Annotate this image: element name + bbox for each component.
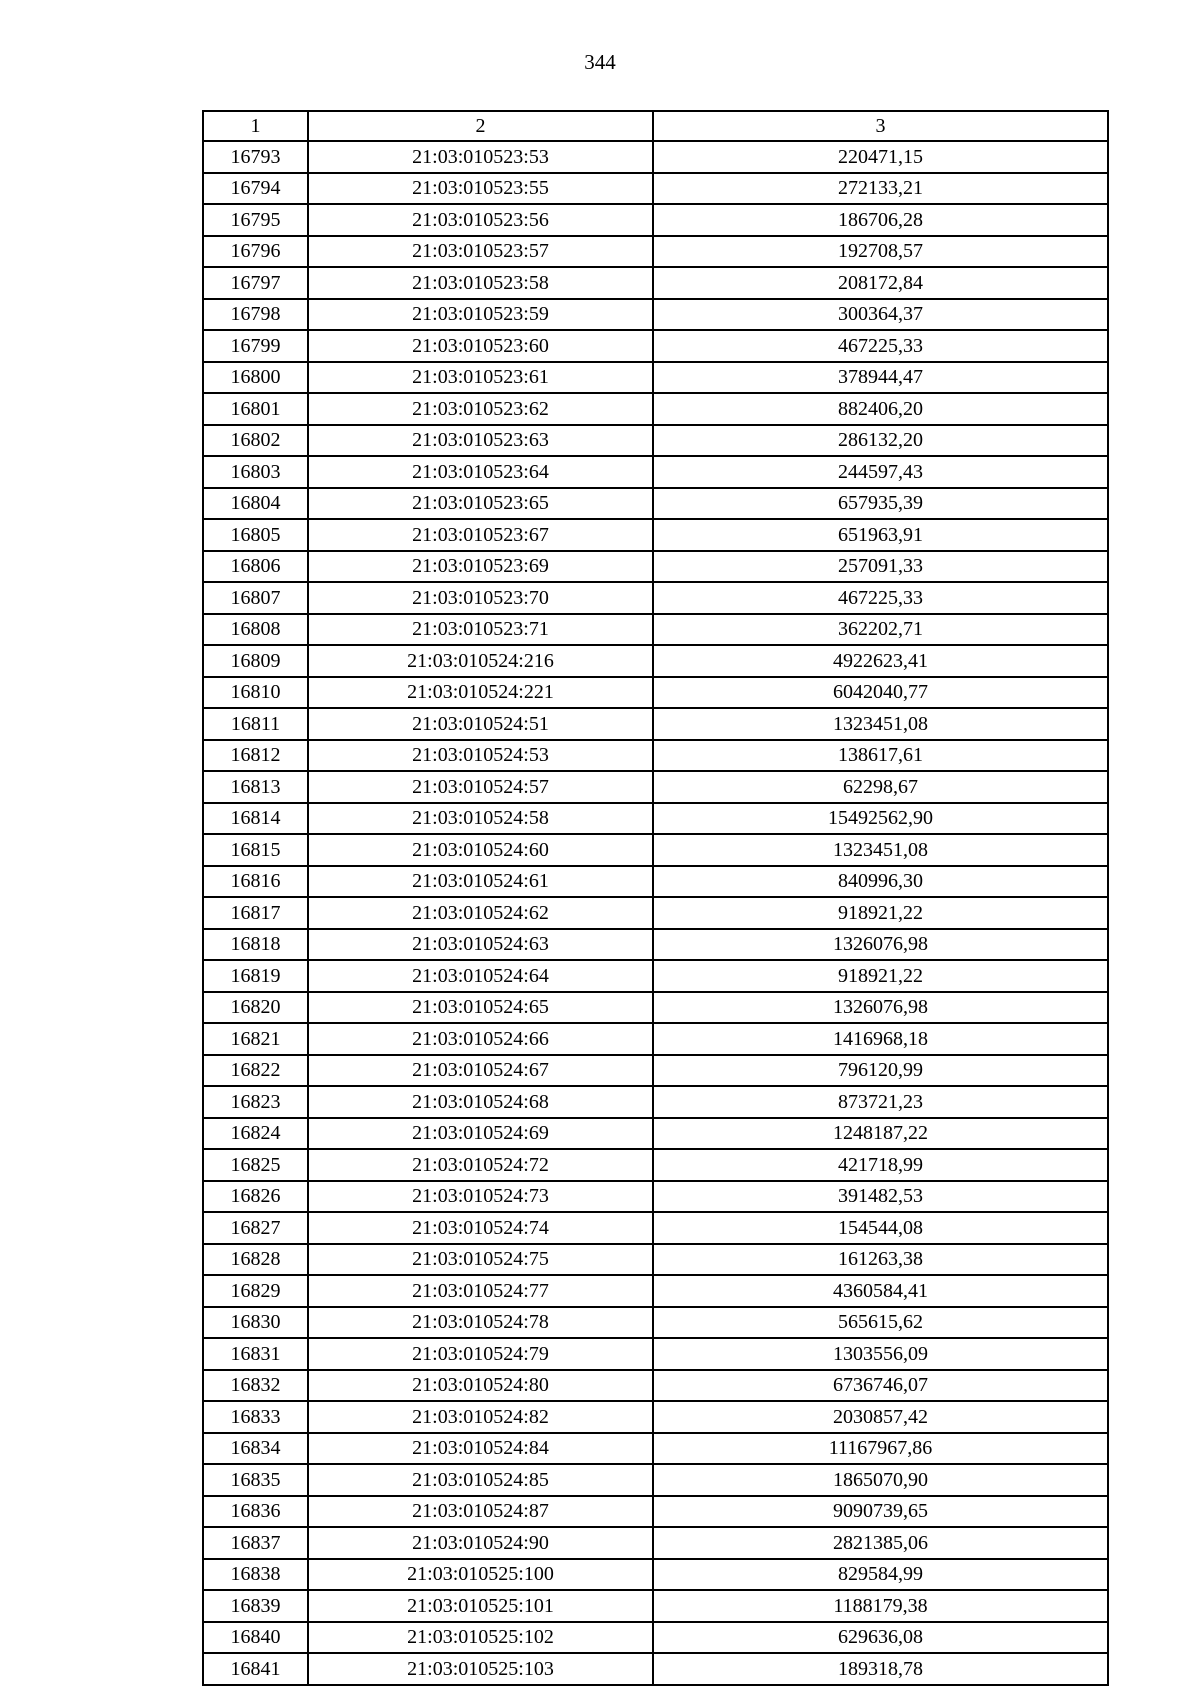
value-cell: 138617,61 <box>653 740 1108 772</box>
value-cell: 9090739,65 <box>653 1496 1108 1528</box>
cadastral-number-cell: 21:03:010525:103 <box>308 1653 653 1685</box>
row-number-cell: 16814 <box>203 803 308 835</box>
table-row <box>203 1622 1108 1654</box>
table-row <box>203 551 1108 583</box>
value-cell: 220471,15 <box>653 141 1108 173</box>
row-number-cell: 16797 <box>203 267 308 299</box>
value-cell: 796120,99 <box>653 1055 1108 1087</box>
cadastral-number-cell: 21:03:010524:82 <box>308 1401 653 1433</box>
value-cell: 2030857,42 <box>653 1401 1108 1433</box>
row-number-cell: 16820 <box>203 992 308 1024</box>
value-cell: 4922623,41 <box>653 645 1108 677</box>
cadastral-number-cell: 21:03:010523:60 <box>308 330 653 362</box>
cadastral-number-cell: 21:03:010525:101 <box>308 1590 653 1622</box>
row-number-cell: 16809 <box>203 645 308 677</box>
value-cell: 467225,33 <box>653 330 1108 362</box>
cadastral-number-cell: 21:03:010524:57 <box>308 771 653 803</box>
table-header <box>203 111 1108 141</box>
row-number-cell: 16840 <box>203 1622 308 1654</box>
value-cell: 189318,78 <box>653 1653 1108 1685</box>
row-number-cell: 16796 <box>203 236 308 268</box>
row-number-cell: 16810 <box>203 677 308 709</box>
value-cell: 272133,21 <box>653 173 1108 205</box>
value-cell: 657935,39 <box>653 488 1108 520</box>
cadastral-number-cell: 21:03:010524:62 <box>308 897 653 929</box>
table-row <box>203 362 1108 394</box>
table-row <box>203 834 1108 866</box>
table-row <box>203 803 1108 835</box>
cadastral-number-cell: 21:03:010523:59 <box>308 299 653 331</box>
cadastral-number-cell: 21:03:010524:75 <box>308 1244 653 1276</box>
row-number-cell: 16813 <box>203 771 308 803</box>
table-row <box>203 1149 1108 1181</box>
cadastral-number-cell: 21:03:010523:56 <box>308 204 653 236</box>
row-number-cell: 16815 <box>203 834 308 866</box>
table-row <box>203 1496 1108 1528</box>
table-row <box>203 771 1108 803</box>
row-number-cell: 16833 <box>203 1401 308 1433</box>
value-cell: 565615,62 <box>653 1307 1108 1339</box>
row-number-cell: 16819 <box>203 960 308 992</box>
table-row <box>203 1055 1108 1087</box>
table-row <box>203 425 1108 457</box>
cadastral-number-cell: 21:03:010524:58 <box>308 803 653 835</box>
value-cell: 362202,71 <box>653 614 1108 646</box>
value-cell: 1416968,18 <box>653 1023 1108 1055</box>
column-header-1: 1 <box>203 111 308 141</box>
cadastral-number-cell: 21:03:010523:69 <box>308 551 653 583</box>
cadastral-number-cell: 21:03:010523:53 <box>308 141 653 173</box>
row-number-cell: 16825 <box>203 1149 308 1181</box>
value-cell: 286132,20 <box>653 425 1108 457</box>
table-row <box>203 519 1108 551</box>
table-row <box>203 1212 1108 1244</box>
value-cell: 391482,53 <box>653 1181 1108 1213</box>
cadastral-number-cell: 21:03:010524:53 <box>308 740 653 772</box>
table-row <box>203 614 1108 646</box>
cadastral-number-cell: 21:03:010523:71 <box>308 614 653 646</box>
cadastral-number-cell: 21:03:010524:74 <box>308 1212 653 1244</box>
row-number-cell: 16826 <box>203 1181 308 1213</box>
cadastral-number-cell: 21:03:010523:65 <box>308 488 653 520</box>
table-row <box>203 330 1108 362</box>
row-number-cell: 16811 <box>203 708 308 740</box>
value-cell: 1323451,08 <box>653 834 1108 866</box>
cadastral-number-cell: 21:03:010523:57 <box>308 236 653 268</box>
value-cell: 873721,23 <box>653 1086 1108 1118</box>
column-header-2: 2 <box>308 111 653 141</box>
table-row <box>203 1401 1108 1433</box>
value-cell: 1188179,38 <box>653 1590 1108 1622</box>
table-row <box>203 456 1108 488</box>
table-row <box>203 393 1108 425</box>
value-cell: 2821385,06 <box>653 1527 1108 1559</box>
cadastral-number-cell: 21:03:010523:61 <box>308 362 653 394</box>
value-cell: 6042040,77 <box>653 677 1108 709</box>
value-cell: 1303556,09 <box>653 1338 1108 1370</box>
value-cell: 244597,43 <box>653 456 1108 488</box>
table-row <box>203 645 1108 677</box>
row-number-cell: 16817 <box>203 897 308 929</box>
cadastral-number-cell: 21:03:010524:85 <box>308 1464 653 1496</box>
table-row <box>203 929 1108 961</box>
value-cell: 11167967,86 <box>653 1433 1108 1465</box>
value-cell: 4360584,41 <box>653 1275 1108 1307</box>
table-row <box>203 204 1108 236</box>
value-cell: 421718,99 <box>653 1149 1108 1181</box>
table-body <box>203 141 1108 1685</box>
table-row <box>203 1653 1108 1685</box>
table-row <box>203 1118 1108 1150</box>
row-number-cell: 16836 <box>203 1496 308 1528</box>
cadastral-number-cell: 21:03:010524:72 <box>308 1149 653 1181</box>
row-number-cell: 16800 <box>203 362 308 394</box>
table-row <box>203 488 1108 520</box>
row-number-cell: 16816 <box>203 866 308 898</box>
page-number: 344 <box>584 50 616 74</box>
row-number-cell: 16838 <box>203 1559 308 1591</box>
value-cell: 15492562,90 <box>653 803 1108 835</box>
row-number-cell: 16801 <box>203 393 308 425</box>
value-cell: 300364,37 <box>653 299 1108 331</box>
table-row <box>203 582 1108 614</box>
row-number-cell: 16818 <box>203 929 308 961</box>
table-row <box>203 299 1108 331</box>
table-row <box>203 1527 1108 1559</box>
row-number-cell: 16794 <box>203 173 308 205</box>
table-row <box>203 740 1108 772</box>
row-number-cell: 16799 <box>203 330 308 362</box>
table-row <box>203 1023 1108 1055</box>
cadastral-number-cell: 21:03:010524:90 <box>308 1527 653 1559</box>
table-row <box>203 141 1108 173</box>
row-number-cell: 16823 <box>203 1086 308 1118</box>
cadastral-number-cell: 21:03:010524:221 <box>308 677 653 709</box>
row-number-cell: 16807 <box>203 582 308 614</box>
cadastral-number-cell: 21:03:010524:77 <box>308 1275 653 1307</box>
cadastral-number-cell: 21:03:010523:67 <box>308 519 653 551</box>
table-row <box>203 173 1108 205</box>
value-cell: 840996,30 <box>653 866 1108 898</box>
table-row <box>203 1590 1108 1622</box>
cadastral-number-cell: 21:03:010524:69 <box>308 1118 653 1150</box>
value-cell: 257091,33 <box>653 551 1108 583</box>
value-cell: 1323451,08 <box>653 708 1108 740</box>
row-number-cell: 16808 <box>203 614 308 646</box>
header-row <box>203 111 1108 141</box>
cadastral-number-cell: 21:03:010524:216 <box>308 645 653 677</box>
row-number-cell: 16828 <box>203 1244 308 1276</box>
table-row <box>203 1086 1108 1118</box>
table-row <box>203 1433 1108 1465</box>
table-row <box>203 1307 1108 1339</box>
table-row <box>203 677 1108 709</box>
row-number-cell: 16793 <box>203 141 308 173</box>
cadastral-number-cell: 21:03:010524:60 <box>308 834 653 866</box>
value-cell: 882406,20 <box>653 393 1108 425</box>
row-number-cell: 16837 <box>203 1527 308 1559</box>
table-row <box>203 267 1108 299</box>
cadastral-number-cell: 21:03:010523:62 <box>308 393 653 425</box>
value-cell: 154544,08 <box>653 1212 1108 1244</box>
cadastral-number-cell: 21:03:010524:64 <box>308 960 653 992</box>
cadastral-number-cell: 21:03:010524:66 <box>308 1023 653 1055</box>
cadastral-number-cell: 21:03:010525:100 <box>308 1559 653 1591</box>
table-row <box>203 1275 1108 1307</box>
table-row <box>203 1559 1108 1591</box>
row-number-cell: 16827 <box>203 1212 308 1244</box>
table-row <box>203 992 1108 1024</box>
registry-table <box>202 110 1109 1686</box>
cadastral-number-cell: 21:03:010524:63 <box>308 929 653 961</box>
cadastral-number-cell: 21:03:010524:84 <box>308 1433 653 1465</box>
cadastral-number-cell: 21:03:010524:61 <box>308 866 653 898</box>
table-row <box>203 866 1108 898</box>
value-cell: 918921,22 <box>653 960 1108 992</box>
cadastral-number-cell: 21:03:010524:67 <box>308 1055 653 1087</box>
row-number-cell: 16803 <box>203 456 308 488</box>
row-number-cell: 16824 <box>203 1118 308 1150</box>
row-number-cell: 16830 <box>203 1307 308 1339</box>
value-cell: 651963,91 <box>653 519 1108 551</box>
column-header-3: 3 <box>653 111 1108 141</box>
cadastral-number-cell: 21:03:010523:55 <box>308 173 653 205</box>
value-cell: 62298,67 <box>653 771 1108 803</box>
value-cell: 629636,08 <box>653 1622 1108 1654</box>
value-cell: 467225,33 <box>653 582 1108 614</box>
row-number-cell: 16798 <box>203 299 308 331</box>
table-row <box>203 1464 1108 1496</box>
row-number-cell: 16795 <box>203 204 308 236</box>
table-row <box>203 1181 1108 1213</box>
row-number-cell: 16802 <box>203 425 308 457</box>
value-cell: 161263,38 <box>653 1244 1108 1276</box>
table-row <box>203 236 1108 268</box>
value-cell: 1326076,98 <box>653 929 1108 961</box>
cadastral-number-cell: 21:03:010525:102 <box>308 1622 653 1654</box>
table-row <box>203 897 1108 929</box>
value-cell: 1248187,22 <box>653 1118 1108 1150</box>
cadastral-number-cell: 21:03:010524:73 <box>308 1181 653 1213</box>
row-number-cell: 16822 <box>203 1055 308 1087</box>
cadastral-number-cell: 21:03:010524:68 <box>308 1086 653 1118</box>
cadastral-number-cell: 21:03:010524:78 <box>308 1307 653 1339</box>
row-number-cell: 16839 <box>203 1590 308 1622</box>
row-number-cell: 16812 <box>203 740 308 772</box>
value-cell: 829584,99 <box>653 1559 1108 1591</box>
cadastral-number-cell: 21:03:010524:51 <box>308 708 653 740</box>
row-number-cell: 16831 <box>203 1338 308 1370</box>
cadastral-number-cell: 21:03:010523:63 <box>308 425 653 457</box>
value-cell: 1865070,90 <box>653 1464 1108 1496</box>
row-number-cell: 16832 <box>203 1370 308 1402</box>
cadastral-number-cell: 21:03:010524:80 <box>308 1370 653 1402</box>
row-number-cell: 16834 <box>203 1433 308 1465</box>
value-cell: 1326076,98 <box>653 992 1108 1024</box>
cadastral-number-cell: 21:03:010524:65 <box>308 992 653 1024</box>
value-cell: 192708,57 <box>653 236 1108 268</box>
row-number-cell: 16804 <box>203 488 308 520</box>
row-number-cell: 16805 <box>203 519 308 551</box>
table-row <box>203 1370 1108 1402</box>
value-cell: 378944,47 <box>653 362 1108 394</box>
table-row <box>203 1338 1108 1370</box>
table-row <box>203 1244 1108 1276</box>
cadastral-number-cell: 21:03:010523:70 <box>308 582 653 614</box>
cadastral-number-cell: 21:03:010524:79 <box>308 1338 653 1370</box>
value-cell: 208172,84 <box>653 267 1108 299</box>
cadastral-number-cell: 21:03:010523:58 <box>308 267 653 299</box>
table-row <box>203 960 1108 992</box>
row-number-cell: 16841 <box>203 1653 308 1685</box>
row-number-cell: 16835 <box>203 1464 308 1496</box>
value-cell: 6736746,07 <box>653 1370 1108 1402</box>
cadastral-number-cell: 21:03:010524:87 <box>308 1496 653 1528</box>
value-cell: 186706,28 <box>653 204 1108 236</box>
value-cell: 918921,22 <box>653 897 1108 929</box>
row-number-cell: 16829 <box>203 1275 308 1307</box>
cadastral-number-cell: 21:03:010523:64 <box>308 456 653 488</box>
row-number-cell: 16821 <box>203 1023 308 1055</box>
table-row <box>203 708 1108 740</box>
row-number-cell: 16806 <box>203 551 308 583</box>
